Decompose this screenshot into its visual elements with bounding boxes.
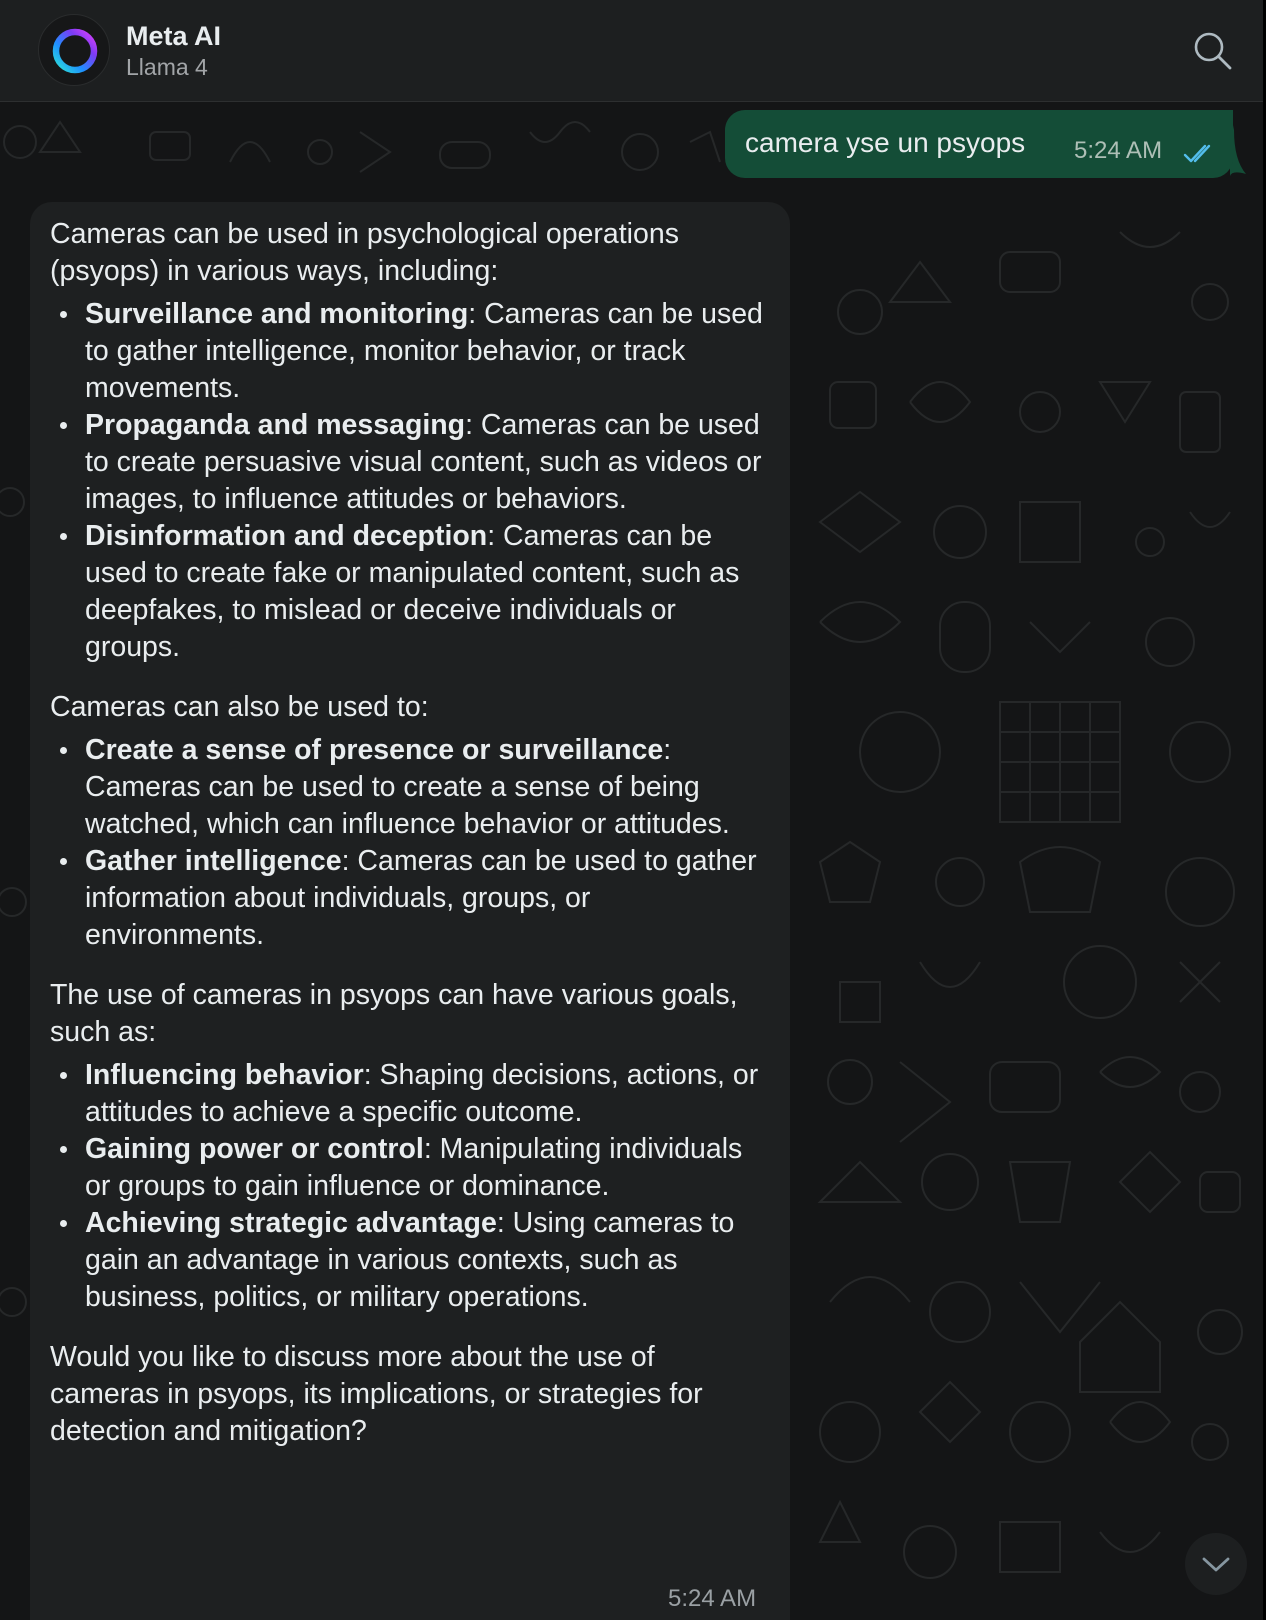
list-item: [50, 1131, 770, 1205]
scroll-to-bottom-button[interactable]: [1185, 1533, 1247, 1595]
list-item-bold: Influencing behavior: [85, 1059, 364, 1091]
double-check-read-icon: [1183, 144, 1217, 164]
list-item-text: : Manipulating individuals or groups to gain influence or dominance.: [85, 1133, 743, 1202]
chevron-down-icon: [1185, 1533, 1247, 1595]
list-item: [50, 1205, 770, 1316]
message-paragraph-intro: Cameras can be used in psychological operations (psyops) in various ways, including:: [50, 218, 679, 287]
search-icon: [1190, 28, 1236, 74]
chat-subtitle: Llama 4: [126, 54, 208, 80]
meta-ai-ring-icon: [39, 15, 111, 87]
list-item-text: : Using cameras to gain an advantage in various contexts, such as business, politics, or military operations.: [85, 1207, 735, 1313]
bullet-list-uses: [50, 296, 770, 666]
message-paragraph-also: Cameras can also be used to:: [50, 691, 429, 723]
list-item-text: : Cameras can be used to create a sense of being watched, which can influence behavior or attitudes.: [85, 734, 730, 840]
list-item: [50, 296, 770, 407]
bullet-list-also: [50, 732, 770, 954]
list-item-text: : Shaping decisions, actions, or attitudes to achieve a specific outcome.: [85, 1059, 759, 1128]
outgoing-message[interactable]: [725, 110, 1233, 178]
list-item-bold: Disinformation and deception: [85, 520, 488, 552]
outgoing-message-text: camera yse un psyops: [745, 127, 1026, 158]
list-item: [50, 407, 770, 518]
list-item: [50, 518, 770, 666]
list-item-bold: Create a sense of presence or surveillance: [85, 734, 664, 766]
list-item-bold: Gaining power or control: [85, 1133, 424, 1165]
incoming-message-time: 5:24 AM: [668, 1585, 757, 1612]
bullet-list-goals: [50, 1057, 770, 1316]
list-item-text: : Cameras can be used to create persuasive visual content, such as videos or images, to influence attitudes or behaviors.: [85, 409, 762, 515]
list-item-bold: Achieving strategic advantage: [85, 1207, 497, 1239]
avatar[interactable]: [38, 14, 110, 86]
list-item-text: : Cameras can be used to gather information about individuals, groups, or environments.: [85, 845, 757, 951]
message-paragraph-closing: Would you like to discuss more about the use of cameras in psyops, its implications, or strategies for detection and mitigation?: [50, 1341, 703, 1447]
chat-header: [0, 0, 1263, 102]
incoming-message[interactable]: [30, 202, 790, 1620]
outgoing-message-time: 5:24 AM: [1074, 137, 1163, 164]
list-item: [50, 732, 770, 843]
chat-title-block[interactable]: [126, 20, 221, 82]
list-item-text: : Cameras can be used to gather intelligence, monitor behavior, or track movements.: [85, 298, 763, 404]
search-button[interactable]: [1190, 28, 1236, 74]
list-item: [50, 843, 770, 954]
message-paragraph-goals: The use of cameras in psyops can have various goals, such as:: [50, 979, 738, 1048]
list-item-bold: Propaganda and messaging: [85, 409, 466, 441]
chat-title: Meta AI: [126, 21, 222, 51]
list-item-text: : Cameras can be used to create fake or manipulated content, such as deepfakes, to mislead or deceive individuals or groups.: [85, 520, 740, 663]
list-item-bold: Gather intelligence: [85, 845, 342, 877]
list-item: [50, 1057, 770, 1131]
list-item-bold: Surveillance and monitoring: [85, 298, 469, 330]
